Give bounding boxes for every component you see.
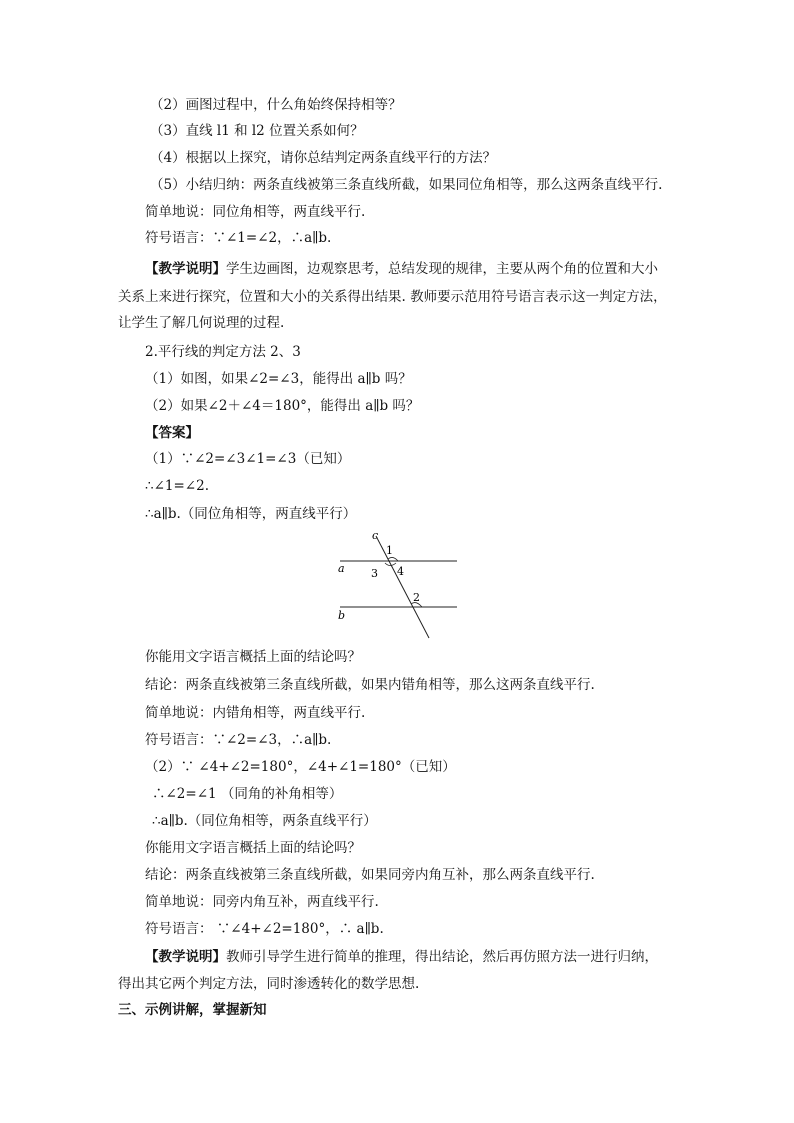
answer-label: 【答案】 (145, 425, 199, 441)
label-b: b (338, 609, 346, 622)
label-angle-2: 2 (413, 591, 420, 604)
label-angle-4: 4 (397, 565, 404, 578)
text-line: 简单地说：同旁内角互补，两直线平行. (145, 894, 379, 910)
text-line: （3）直线 l1 和 l2 位置关系如何？ (150, 123, 364, 139)
angle-arc-1 (388, 557, 398, 561)
text-line: 让学生了解几何说理的过程. (118, 315, 285, 331)
text-line: 得出其它两个判定方法，同时渗透转化的数学思想. (118, 976, 420, 992)
text-line: （4）根据以上探究，请你总结判定两条直线平行的方法？ (150, 150, 497, 166)
text-line: （2）画图过程中，什么角始终保持相等？ (150, 97, 402, 113)
text-line: 符号语言：∵∠2=∠3，∴a∥b. (145, 732, 332, 748)
label-c: c (372, 529, 379, 542)
text-line: （1）∵∠2=∠3∠1=∠3（已知） (145, 451, 351, 467)
label-angle-3: 3 (371, 567, 378, 580)
text-line: 符号语言： ∵∠4+∠2=180°，∴ a∥b. (145, 921, 384, 937)
label-a: a (338, 562, 345, 575)
teaching-note-text: 教师引导学生进行简单的推理，得出结论，然后再仿照方法一进行归纳， (226, 949, 658, 965)
section-title: 三、示例讲解，掌握新知 (118, 1002, 267, 1018)
text-line: 结论：两条直线被第三条直线所截，如果同旁内角互补，那么两条直线平行. (145, 867, 595, 883)
text-line: ∴a∥b.（同位角相等，两直线平行） (145, 506, 357, 522)
section-heading: 2.平行线的判定方法 2、3 (145, 344, 301, 360)
line-c (376, 536, 429, 638)
teaching-note (145, 947, 658, 967)
text-line: （2）如果∠2＋∠4＝180°，能得出 a∥b 吗？ (145, 398, 420, 414)
text-line: ∴∠2=∠1 （同角的补角相等） (152, 786, 343, 802)
label-angle-1: 1 (386, 544, 393, 557)
teaching-note-label: 【教学说明】 (145, 261, 226, 277)
section-heading (118, 1000, 267, 1020)
teaching-note (145, 259, 658, 279)
text-line: （1）如图，如果∠2=∠3，能得出 a∥b 吗？ (145, 371, 412, 387)
text-line: 符号语言：∵∠1=∠2，∴a∥b. (145, 230, 332, 246)
teaching-note-label: 【教学说明】 (145, 949, 226, 965)
teaching-note-text: 学生边画图，边观察思考，总结发现的规律，主要从两个角的位置和大小 (226, 261, 658, 277)
text-line: 你能用文字语言概括上面的结论吗？ (145, 840, 361, 856)
text-line: 简单地说：内错角相等，两直线平行. (145, 705, 366, 721)
text-line: 关系上来进行探究，位置和大小的关系得出结果. 教师要示范用符号语言表示这一判定方法， (118, 289, 667, 305)
text-line: ∴a∥b.（同位角相等，两条直线平行） (152, 813, 377, 829)
text-line: ∴∠1=∠2. (145, 478, 209, 494)
text-line: （2）∵ ∠4+∠2=180°，∠4+∠1=180°（已知） (145, 759, 456, 775)
text-line: （5）小结归纳：两条直线被第三条直线所截，如果同位角相等，那么这两条直线平行. (150, 177, 663, 193)
text-line: 简单地说：同位角相等，两直线平行. (145, 204, 366, 220)
geometry-figure (330, 528, 465, 640)
answer-heading (145, 423, 199, 443)
text-line: 结论：两条直线被第三条直线所截，如果内错角相等，那么这两条直线平行. (145, 677, 595, 693)
text-line: 你能用文字语言概括上面的结论吗？ (145, 649, 361, 665)
